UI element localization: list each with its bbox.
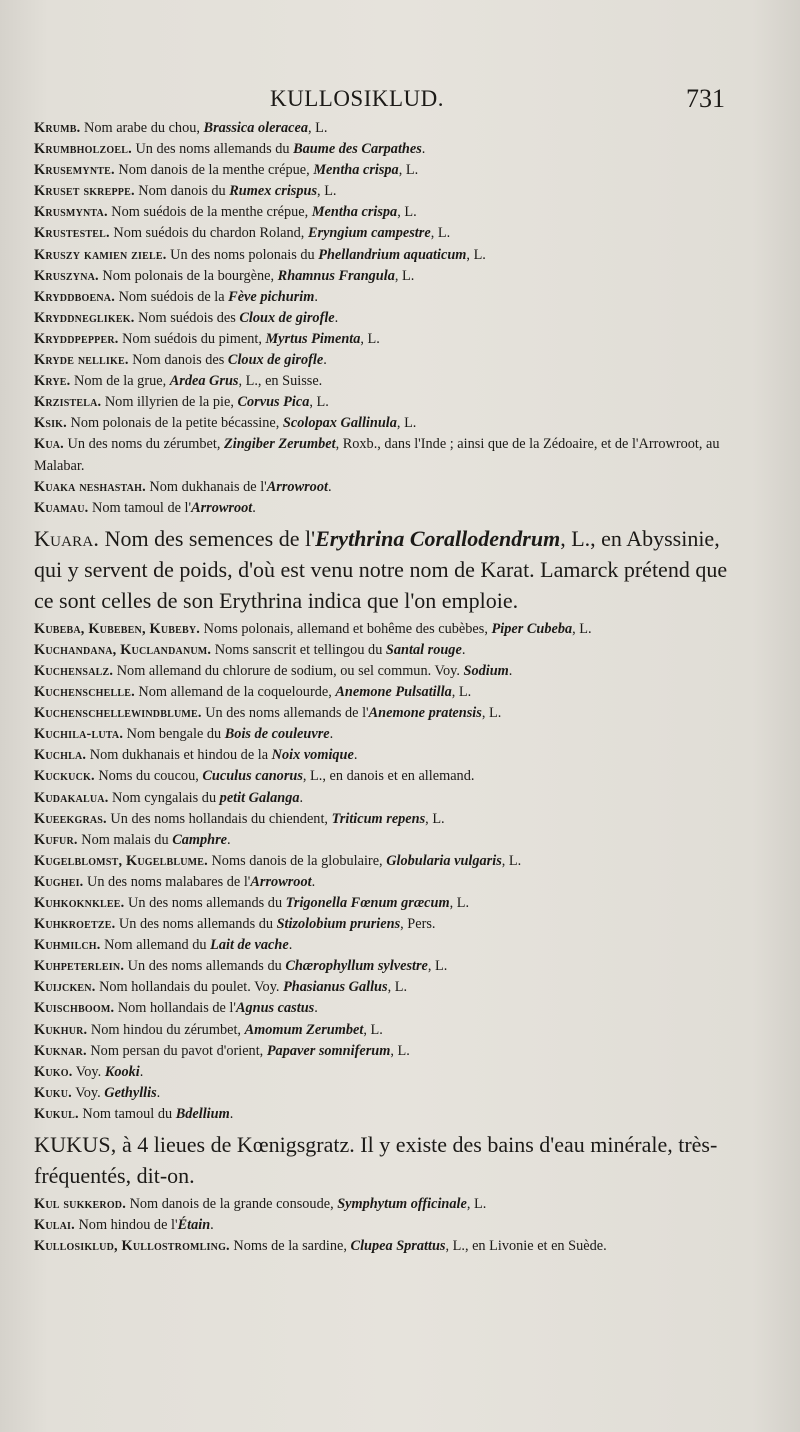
entry-headword: Kuchla.: [34, 747, 87, 764]
dictionary-entry: [34, 640, 736, 661]
entry-tail: , L.: [466, 246, 486, 263]
entry-headword: Ksik.: [34, 415, 67, 432]
entry-species-name: Fève pichurim: [228, 288, 315, 305]
entry-tail: , L.: [481, 705, 502, 722]
entry-text: Un des noms polonais du: [166, 246, 319, 263]
entry-tail: , L.: [572, 620, 592, 637]
entry-text: Nom hollandais de l': [114, 1000, 236, 1017]
entry-tail: , L.: [425, 810, 445, 827]
entry-text: Nom danois de la menthe crépue,: [114, 162, 314, 179]
entry-species-name: Arrowroot: [191, 499, 253, 516]
entry-tail: .: [227, 831, 231, 848]
entry-species-name: Arrowroot: [266, 478, 328, 495]
entry-tail: , L., en Livonie et en Suède.: [445, 1238, 607, 1255]
entry-tail: , L.: [449, 895, 470, 911]
entry-headword: Kulai.: [34, 1217, 75, 1234]
dictionary-entry: [34, 392, 736, 413]
entry-headword: Krustestel.: [34, 225, 110, 242]
entry-tail: .: [334, 309, 339, 326]
dictionary-entry: [34, 619, 736, 640]
entry-species-name: Stizolobium pruriens: [276, 916, 401, 933]
entry-text: Noms polonais, allemand et bohême des cubèbes,: [200, 620, 492, 637]
entry-species-name: Camphre: [172, 831, 228, 848]
entry-text: Un des noms hollandais du chiendent,: [106, 810, 332, 827]
entry-headword: Kruszyna.: [34, 267, 99, 284]
entry-text: Un des noms allemands du: [115, 916, 277, 933]
entry-headword: Kuckuck.: [34, 768, 95, 785]
entry-species-name: Scolopax Gallinula: [282, 415, 397, 432]
entry-tail: , L.: [394, 267, 415, 284]
entry-species-name: Lait de vache: [210, 937, 289, 954]
entry-tail: .: [252, 499, 256, 516]
entry-species-name: Bois de couleuvre: [224, 726, 330, 743]
entry-headword: Kuamau.: [34, 499, 89, 516]
entry-text: Nom polonais de la petite bécassine,: [66, 415, 283, 432]
dictionary-entry: [34, 935, 736, 956]
entry-headword: Kuchandana, Kuclandanum.: [34, 641, 212, 658]
entry-tail: .: [314, 1000, 318, 1017]
entry-headword: Kruset skreppe.: [34, 183, 135, 200]
entry-tail: , L.: [430, 225, 451, 242]
entry-text: Nom suédois de la menthe crépue,: [107, 204, 312, 221]
dictionary-entry: [34, 1083, 736, 1104]
entry-text: Nom dukhanais et hindou de la: [86, 747, 272, 764]
dictionary-entry: [34, 1020, 736, 1041]
entry-headword: Kuko.: [34, 1063, 73, 1080]
entry-text: Un des noms allemands de l': [201, 705, 369, 722]
dictionary-entry: [34, 661, 736, 682]
dictionary-entry: [34, 477, 736, 498]
entry-species-name: Eryngium campestre: [307, 225, 431, 242]
entry-species-name: Anemone pratensis: [368, 705, 482, 722]
entry-tail: , L.: [363, 1021, 383, 1038]
entry-species-name: Triticum repens: [331, 810, 426, 827]
entry-text: Nom suédois des: [134, 309, 240, 326]
entry-species-name: Mentha crispa: [313, 162, 399, 179]
entry-text: Nom bengale du: [123, 726, 225, 743]
entry-species-name: Phellandrium aquaticum: [318, 246, 467, 263]
entry-text: Nom malais du: [77, 831, 173, 848]
entry-text: Nom des semences de l': [99, 525, 316, 551]
entry-text: Nom illyrien de la pie,: [101, 394, 238, 411]
entry-text: Noms sanscrit et tellingou du: [211, 641, 386, 658]
dictionary-entry: [34, 202, 736, 223]
entry-species-name: Piper Cubeba: [491, 620, 573, 637]
entry-species-name: Noix vomique: [271, 747, 354, 764]
entry-tail: , L.: [390, 1042, 410, 1059]
dictionary-entry: [34, 308, 736, 329]
entry-tail: .: [323, 352, 327, 369]
entry-species-name: Trigonella Fœnum græcum: [285, 895, 450, 911]
entry-headword: Kudakalua.: [34, 789, 109, 806]
entry-tail: , L.: [451, 684, 472, 701]
entry-tail: , L.: [398, 162, 419, 179]
page-header: [0, 86, 800, 116]
entry-species-name: Erythrina Corallodendrum: [315, 525, 561, 551]
entry-headword: Kugelblomst, Kugelblume.: [34, 852, 208, 869]
entry-tail: .: [299, 789, 304, 806]
entry-text: Un des noms du zérumbet,: [63, 436, 224, 453]
dictionary-entry: [34, 809, 736, 830]
entry-text: Nom allemand de la coquelourde,: [134, 684, 336, 701]
entry-species-name: Ardea Grus: [169, 373, 239, 390]
entry-text: Nom hollandais du poulet. Voy.: [95, 979, 284, 996]
entry-species-name: Globularia vulgaris: [386, 852, 502, 869]
entry-tail: , L.: [396, 415, 417, 432]
dictionary-entry: [34, 181, 736, 202]
entry-text: Nom tamoul du: [78, 1105, 176, 1122]
entry-text: Nom suédois du piment,: [118, 330, 266, 347]
dictionary-entry: [34, 160, 736, 181]
entry-species-name: Cuculus canorus: [202, 768, 303, 785]
entry-text: Nom allemand du chlorure de sodium, ou sel commun. Voy.: [113, 662, 464, 679]
entry-headword: Kuhmilch.: [34, 937, 101, 954]
entry-species-name: Sodium: [463, 662, 509, 679]
entry-headword: Kryddneglikek.: [34, 309, 135, 326]
dictionary-entry: [34, 1104, 736, 1125]
entry-headword: Kubeba, Kubeben, Kubeby.: [34, 620, 201, 637]
dictionary-entry: [34, 287, 736, 308]
dictionary-entry: [34, 956, 736, 977]
dictionary-entry: [34, 371, 736, 392]
dictionary-entry: [34, 893, 736, 914]
entry-headword: Kuchensalz.: [34, 662, 114, 679]
entry-headword: Kuischboom.: [34, 1000, 115, 1017]
entry-tail: , Roxb., dans l'Inde ; ainsi que de la Zédoaire, et de l'Arrowroot, au Malabar.: [34, 436, 720, 474]
entry-headword: Kuchenschelle.: [34, 684, 135, 701]
dictionary-entry: [34, 1194, 736, 1215]
entry-text: Nom allemand du: [100, 937, 211, 954]
entry-species-name: Zingiber Zerumbet: [223, 436, 336, 453]
entry-headword: Krusemynte.: [34, 162, 115, 179]
entry-species-name: Amomum Zerumbet: [244, 1021, 364, 1038]
entry-species-name: Chærophyllum sylvestre: [285, 958, 428, 975]
entry-species-name: Rumex crispus: [229, 183, 318, 200]
entry-species-name: Phasianus Gallus: [283, 979, 388, 996]
entry-text: Voy.: [72, 1063, 105, 1080]
entry-tail: .: [353, 747, 358, 764]
entry-headword: Kuku.: [34, 1084, 72, 1101]
entry-headword: Kufur.: [34, 831, 78, 848]
dictionary-entry: [34, 724, 736, 745]
entry-species-name: Étain: [177, 1217, 211, 1234]
entry-species-name: Bdellium: [175, 1105, 230, 1122]
entry-text: Nom polonais de la bourgène,: [98, 267, 278, 284]
dictionary-entry: [34, 434, 736, 476]
entry-species-name: Rhamnus Frangula: [277, 267, 395, 284]
entry-tail: .: [139, 1063, 144, 1080]
entry-headword: Kuchila-luta.: [34, 726, 124, 743]
dictionary-entry: [34, 788, 736, 809]
entry-species-name: Brassica oleracea: [203, 120, 308, 136]
entry-text: Nom persan du pavot d'orient,: [86, 1042, 267, 1059]
entry-species-name: Corvus Pica: [237, 394, 310, 411]
entry-text: Un des noms malabares de l': [83, 873, 251, 890]
dictionary-entry: [34, 413, 736, 434]
entry-headword: KUKUS,: [34, 1132, 117, 1158]
entry-text: Nom hindou du zérumbet,: [87, 1021, 245, 1038]
entry-tail: .: [156, 1084, 161, 1101]
entry-text: Nom danois de la grande consoude,: [126, 1196, 338, 1213]
entry-headword: Kukhur.: [34, 1021, 88, 1038]
dictionary-entry: [34, 266, 736, 287]
entry-tail: .: [288, 937, 293, 954]
entry-text: Un des noms allemands du: [124, 958, 286, 975]
running-title: KULLOSIKLUD.: [270, 86, 445, 111]
entry-text: Nom suédois de la: [115, 288, 229, 305]
entry-tail: .: [461, 641, 466, 658]
entry-text: Nom cyngalais du: [108, 789, 220, 806]
dictionary-entry: [34, 1236, 736, 1257]
dictionary-entry: [34, 1215, 736, 1236]
entry-species-name: Symphytum officinale: [337, 1196, 467, 1213]
entry-tail: , L.: [309, 394, 329, 411]
dictionary-entry: [34, 245, 736, 266]
entry-text: Noms danois de la globulaire,: [207, 852, 387, 869]
entry-headword: Kruszy kamien ziele.: [34, 246, 167, 263]
entry-headword: Kuchenschellewindblume.: [34, 705, 202, 722]
entry-headword: Kuknar.: [34, 1042, 87, 1059]
entry-tail: , L.: [466, 1196, 487, 1213]
entry-species-name: Cloux de girofle: [227, 352, 324, 369]
entry-headword: Kuijcken.: [34, 979, 96, 996]
dictionary-entry: [34, 851, 736, 872]
entry-species-name: petit Galanga: [219, 789, 300, 806]
entry-tail: .: [327, 478, 332, 495]
entry-species-name: Myrtus Pimenta: [265, 330, 361, 347]
dictionary-entry: [34, 682, 736, 703]
entry-species-name: Agnus castus: [235, 1000, 315, 1017]
entry-headword: Kuhpeterlein.: [34, 958, 125, 975]
entry-text: Nom dukhanais de l': [145, 478, 267, 495]
entry-headword: Kughei.: [34, 873, 84, 890]
entry-tail: .: [229, 1105, 234, 1122]
dictionary-entry: [34, 223, 736, 244]
entry-species-name: Papaver somniferum: [266, 1042, 391, 1059]
entry-headword: Kukul.: [34, 1105, 79, 1122]
entry-tail: , L., en Abyssinie, qui y servent de poids, d'où est venu notre nom de Karat. Lamarck prétend que ce sont celles de son Erythrina indica que l'on emploie.: [34, 525, 728, 613]
entry-species-name: Clupea Sprattus: [350, 1238, 446, 1255]
entry-text: Un des noms allemands du: [131, 141, 294, 158]
entry-text: Nom arabe du chou,: [80, 120, 204, 136]
entry-tail: , L.: [501, 852, 522, 869]
entry-headword: Kuaka neshastah.: [34, 478, 146, 495]
dictionary-entry: [34, 977, 736, 998]
dictionary-entries: [34, 118, 736, 1257]
entry-text: Nom hindou de l': [74, 1217, 178, 1234]
entry-headword: Kryddpepper.: [34, 330, 119, 347]
entry-headword: Kul sukkerod.: [34, 1196, 126, 1213]
entry-text: Nom tamoul de l': [88, 499, 192, 516]
entry-tail: .: [314, 288, 318, 305]
dictionary-entry: [34, 1062, 736, 1083]
entry-text: Noms de la sardine,: [229, 1238, 351, 1255]
entry-tail: .: [311, 873, 316, 890]
dictionary-entry: [34, 830, 736, 851]
entry-headword: Kueekgras.: [34, 810, 107, 827]
entry-headword: Krzistela.: [34, 394, 102, 411]
dictionary-entry: [34, 703, 736, 724]
entry-headword: Kuhkoknklee.: [34, 895, 125, 911]
dictionary-entry: [34, 1125, 736, 1194]
dictionary-entry: [34, 872, 736, 893]
entry-text: Nom de la grue,: [70, 373, 170, 390]
entry-tail: , L.: [427, 958, 448, 975]
entry-species-name: Gethyllis: [104, 1084, 157, 1101]
dictionary-entry: [34, 329, 736, 350]
entry-species-name: Anemone Pulsatilla: [335, 684, 452, 701]
entry-tail: .: [508, 662, 513, 679]
entry-headword: Kryde nellike.: [34, 352, 129, 369]
entry-tail: , L.: [360, 330, 380, 347]
entry-species-name: Cloux de girofle: [239, 309, 335, 326]
entry-headword: Kryddboena.: [34, 288, 115, 305]
dictionary-entry: [34, 1041, 736, 1062]
entry-tail: , Pers.: [400, 916, 436, 933]
entry-headword: Kullosiklud, Kullostromling.: [34, 1238, 230, 1255]
entry-text: Nom suédois du chardon Roland,: [109, 225, 308, 242]
entry-species-name: Baume des Carpathes: [293, 141, 422, 158]
entry-tail: , L., en Suisse.: [238, 373, 323, 390]
dictionary-entry: [34, 914, 736, 935]
entry-headword: Krusmynta.: [34, 204, 108, 221]
entry-headword: Krumbholzoel.: [34, 141, 132, 158]
entry-tail: .: [421, 141, 426, 158]
dictionary-entry: [34, 118, 736, 139]
entry-headword: Kua.: [34, 436, 64, 453]
dictionary-entry: [34, 350, 736, 371]
dictionary-entry: [34, 139, 736, 160]
entry-tail: , L.: [397, 204, 417, 221]
entry-headword: Kuhkroetze.: [34, 916, 116, 933]
entry-text: Noms du coucou,: [94, 768, 203, 785]
page-number: 731: [686, 84, 725, 113]
entry-headword: Kuara.: [34, 525, 100, 551]
dictionary-entry: [34, 766, 736, 787]
entry-species-name: Arrowroot: [250, 873, 312, 890]
dictionary-entry: [34, 519, 736, 619]
entry-text: Un des noms allemands du: [124, 895, 286, 911]
entry-tail: , L.: [387, 979, 408, 996]
entry-tail: , L., en danois et en allemand.: [302, 768, 475, 785]
entry-headword: Krumb.: [34, 120, 81, 136]
entry-text: Voy.: [71, 1084, 105, 1101]
dictionary-entry: [34, 998, 736, 1019]
entry-tail: .: [210, 1217, 214, 1234]
dictionary-entry: [34, 498, 736, 519]
entry-tail: .: [329, 726, 334, 743]
entry-text: Nom danois du: [134, 183, 230, 200]
entry-tail: , L.: [317, 183, 337, 200]
entry-species-name: Kooki: [104, 1063, 140, 1080]
entry-text: Nom danois des: [128, 352, 228, 369]
entry-species-name: Mentha crispa: [311, 204, 398, 221]
entry-species-name: Santal rouge: [385, 641, 462, 658]
entry-headword: Krye.: [34, 373, 71, 390]
entry-text: à 4 lieues de Kœnigsgratz. Il y existe des bains d'eau minérale, très-fréquentés, dit-on.: [34, 1132, 718, 1189]
dictionary-entry: [34, 745, 736, 766]
entry-tail: , L.: [307, 120, 328, 136]
